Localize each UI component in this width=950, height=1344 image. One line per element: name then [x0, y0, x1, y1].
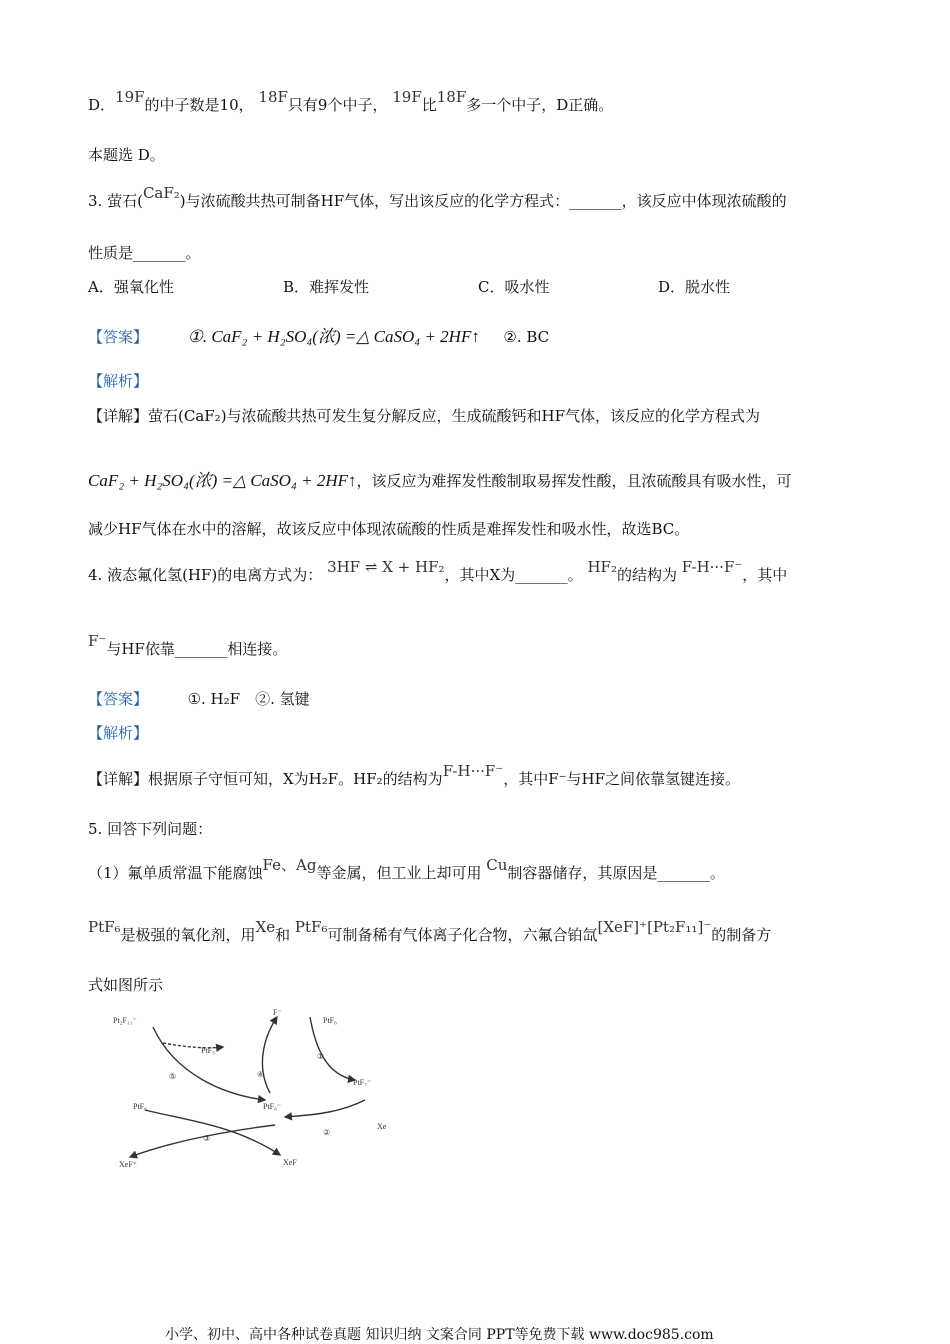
q3-detail-eq: CaF₂ + H₂SO₄(浓) =△ CaSO₄ + 2HF↑，该反应为难挥发性酸制取易挥发性酸，且浓硫酸具有吸水性，可: [88, 471, 792, 490]
q5-part1: （1）氟单质常温下能腐蚀Fe、Ag等金属，但工业上却可用 Cu制容器储存，其原因是_______。: [88, 856, 725, 882]
answer-label: 【答案】: [88, 328, 149, 346]
option-b: B．难挥发性: [283, 278, 370, 296]
ionization-equation: 3HF ⇌ X + HF₂: [327, 558, 445, 576]
step-1: ①: [317, 1052, 325, 1061]
arrow-4: [262, 1017, 277, 1093]
arrow-3a: [145, 1110, 280, 1155]
hf2-structure: F-H···F⁻: [681, 558, 743, 576]
label-ptf6-left: PtF₆: [133, 1102, 147, 1111]
q5-part3: 式如图所示: [88, 976, 164, 994]
option-a: A．强氧化性: [88, 278, 174, 296]
q4-analysis-label: 【解析】: [88, 724, 149, 742]
q2-select: 本题选 D。: [88, 146, 165, 164]
q5-title: 5. 回答下列问题：: [88, 820, 213, 838]
arrow-2: [285, 1100, 365, 1117]
q3-analysis-label: 【解析】: [88, 372, 149, 390]
step-2: ②: [323, 1128, 331, 1137]
step-4: ④: [257, 1070, 265, 1079]
label-ptf6-minus: PtF₆⁻: [263, 1102, 282, 1111]
label-xe: Xe: [377, 1122, 387, 1131]
q4-answer: 【答案】 ①. H₂F ②. 氢键: [88, 690, 310, 708]
label-ptf6-top: PtF₆: [323, 1016, 337, 1025]
answer-choice: ②. BC: [503, 328, 550, 346]
q4-stem-cont: F⁻与HF依靠_______相连接。: [88, 632, 288, 658]
page-footer: 小学、初中、高中各种试卷真题 知识归纳 文案合同 PPT等免费下载 www.doc985.com: [165, 1327, 714, 1343]
answer-equation: ①. CaF₂ + H₂SO₄(浓) =△ CaSO₄ + 2HF↑: [187, 327, 480, 346]
label-pt2f11: Pt₂F₁₁⁻: [113, 1016, 137, 1025]
q2-option-d: D．19F的中子数是10， 18F只有9个中子， 19F比18F多一个中子，D正确。: [88, 88, 614, 114]
arrow-5: [153, 1027, 265, 1100]
label-ptf7: PtF₇⁻: [353, 1078, 372, 1087]
step-5: ⑤: [169, 1072, 177, 1081]
reaction-cycle-diagram: [105, 1005, 410, 1175]
label-xef: XeF: [283, 1158, 297, 1167]
step-3: ③: [203, 1134, 211, 1143]
q3-detail-1: 【详解】萤石(CaF₂)与浓硫酸共热可发生复分解反应，生成硫酸钙和HF气体，该反应的化学方程式为: [88, 407, 761, 425]
arrow-1: [310, 1017, 355, 1080]
q3-stem-cont: 性质是_______。: [88, 244, 201, 262]
f18-label: 18F: [258, 88, 288, 106]
label-xef-plus: XeF⁺: [119, 1160, 137, 1169]
option-c: C．吸水性: [478, 278, 550, 296]
q4-stem: 4. 液态氟化氢(HF)的电离方式为： 3HF ⇌ X + HF₂，其中X为_______。 HF₂的结构为 F-H···F⁻，其中: [88, 558, 788, 584]
q3-stem: 3. 萤石(CaF₂)与浓硫酸共热可制备HF气体，写出该反应的化学方程式：_______，该反应中体现浓硫酸的: [88, 184, 787, 210]
option-d: D．脱水性: [658, 278, 731, 296]
label-f-minus: F⁻: [273, 1008, 282, 1017]
q3-answer: [88, 322, 549, 347]
q3-detail-3: 减少HF气体在水中的溶解，故该反应中体现浓硫酸的性质是难挥发性和吸水性，故选BC。: [88, 520, 690, 538]
label-ptf5: PtF₅: [201, 1046, 215, 1055]
f19-label: 19F: [115, 88, 145, 106]
q4-detail: 【详解】根据原子守恒可知，X为H₂F。HF₂的结构为F-H···F⁻，其中F⁻与HF之间依靠氢键连接。: [88, 762, 741, 788]
q5-part2: PtF₆是极强的氧化剂，用Xe和 PtF₆可制备稀有气体离子化合物，六氟合铂氙[XeF]⁺[Pt₂F₁₁]⁻的制备方: [88, 918, 772, 944]
